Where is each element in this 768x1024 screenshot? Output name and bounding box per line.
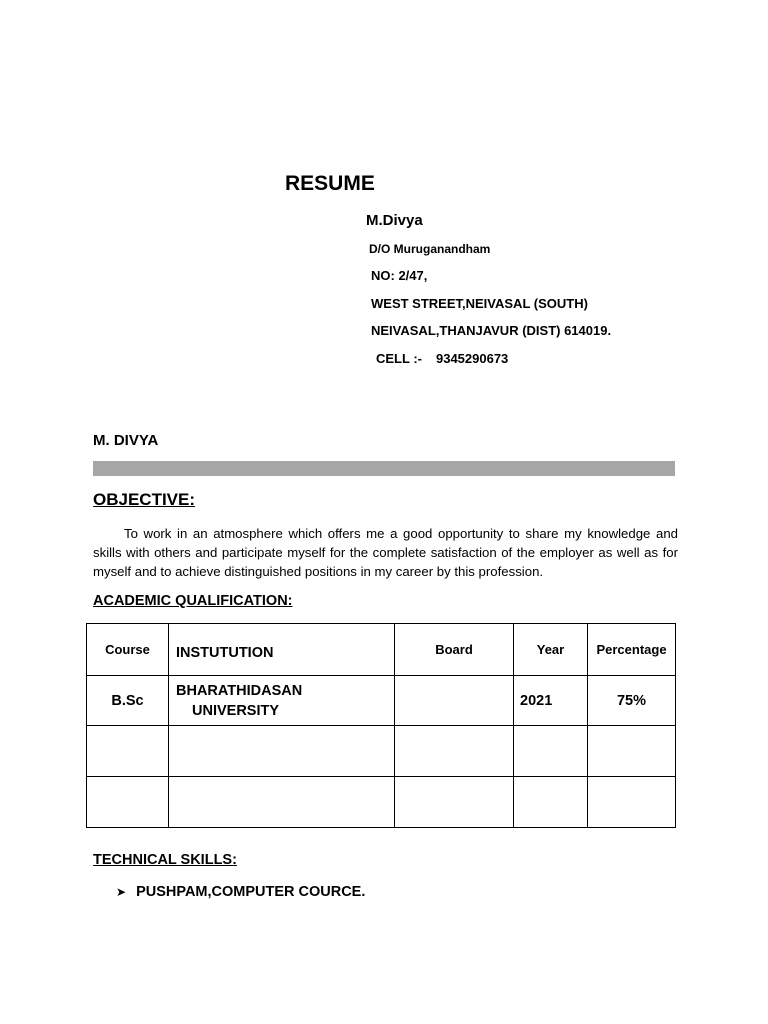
objective-heading: OBJECTIVE:	[93, 490, 196, 509]
parent-name: D/O Muruganandham	[369, 242, 491, 256]
section-divider	[93, 461, 675, 476]
address-line-1: NO: 2/47,	[371, 268, 428, 283]
column-header-course: Course	[87, 624, 169, 676]
cell-institution	[169, 676, 395, 726]
list-item	[116, 884, 365, 900]
empty-cell	[514, 726, 588, 777]
institution-line-1: BHARATHIDASAN	[176, 682, 303, 699]
section-name: M. DIVYA	[93, 432, 159, 449]
column-header-board: Board	[395, 624, 514, 676]
table-row	[87, 676, 676, 726]
table-row-empty	[87, 726, 676, 777]
arrowhead-bullet-icon: ➤	[116, 885, 127, 899]
cell-course: B.Sc	[87, 676, 169, 726]
cell-percentage: 75%	[588, 676, 676, 726]
empty-cell	[169, 726, 395, 777]
empty-cell	[588, 777, 676, 828]
empty-cell	[169, 777, 395, 828]
technical-skills-heading: TECHNICAL SKILLS:	[93, 852, 237, 868]
objective-text: To work in an atmosphere which offers me a good opportunity to share my knowledge and skills with others and participate myself for the complete satisfaction of the employer as well as for myself and to achieve distinguished positions in my career by this profession.	[93, 526, 678, 579]
column-header-institution: INSTUTUTION	[169, 624, 395, 676]
empty-cell	[87, 777, 169, 828]
empty-cell	[87, 726, 169, 777]
column-header-percentage: Percentage	[588, 624, 676, 676]
empty-cell	[395, 726, 514, 777]
resume-title: RESUME	[285, 172, 375, 195]
cell-year: 2021	[514, 676, 588, 726]
address-line-3: NEIVASAL,THANJAVUR (DIST) 614019.	[371, 323, 612, 338]
column-header-year: Year	[514, 624, 588, 676]
cell-label: CELL :-	[376, 351, 422, 366]
cell-row	[376, 351, 508, 366]
skill-text: PUSHPAM,COMPUTER COURCE.	[136, 884, 366, 900]
qualification-table	[86, 623, 676, 828]
institution-line-2: UNIVERSITY	[192, 702, 280, 719]
empty-cell	[395, 777, 514, 828]
address-line-2: WEST STREET,NEIVASAL (SOUTH)	[371, 296, 588, 311]
academic-heading: ACADEMIC QUALIFICATION:	[93, 593, 293, 609]
cell-number: 9345290673	[435, 351, 509, 366]
table-header-row	[87, 624, 676, 676]
table-row-empty	[87, 777, 676, 828]
empty-cell	[588, 726, 676, 777]
empty-cell	[514, 777, 588, 828]
cell-board	[395, 676, 514, 726]
header-name: M.Divya	[366, 212, 423, 229]
